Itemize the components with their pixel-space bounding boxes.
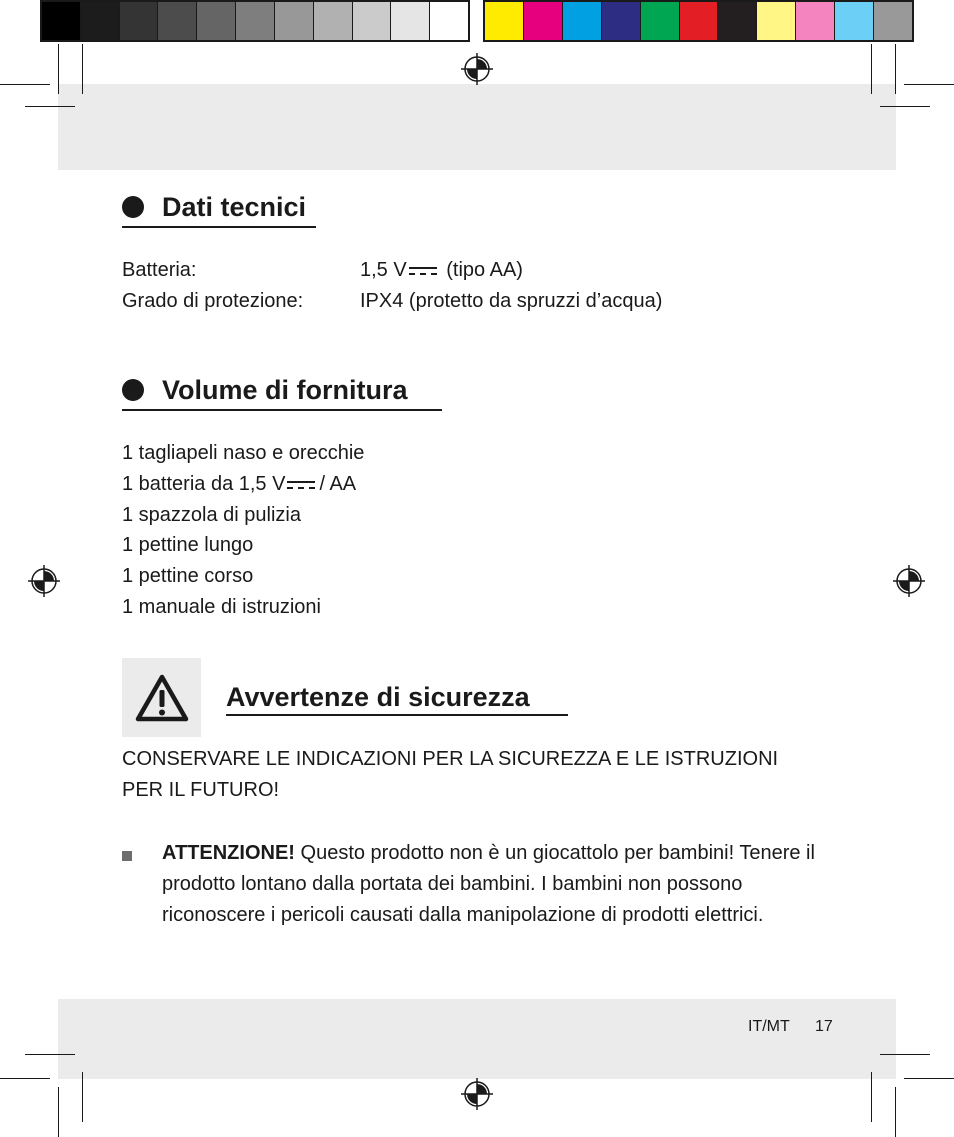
list-item: 1 manuale di istruzioni — [122, 595, 321, 618]
spec-label: Batteria: — [122, 259, 197, 281]
crop-mark — [58, 1087, 59, 1137]
dc-current-icon — [409, 265, 437, 277]
color-swatch — [796, 2, 835, 40]
crop-mark — [0, 84, 50, 85]
color-swatch — [314, 2, 353, 40]
color-swatch — [81, 2, 120, 40]
color-swatch — [391, 2, 430, 40]
crop-mark — [0, 1078, 50, 1079]
color-swatch — [197, 2, 236, 40]
spec-row-protection — [122, 286, 662, 316]
warning-bullet — [122, 838, 842, 931]
color-swatch — [835, 2, 874, 40]
list-item: 1 tagliapeli naso e orecchie — [122, 442, 365, 464]
crop-mark — [895, 44, 896, 94]
safety-caps-note: CONSERVARE LE INDICAZIONI PER LA SICUREZZA E LE ISTRUZIONI PER IL FUTURO! — [122, 748, 779, 801]
specs-heading — [122, 190, 306, 224]
registration-mark-icon — [893, 565, 925, 597]
color-swatch — [275, 2, 314, 40]
list-item: 1 pettine corso — [122, 565, 254, 588]
color-swatch — [42, 2, 81, 40]
spec-value — [360, 255, 523, 285]
crop-mark — [871, 44, 872, 94]
list-item-suffix: / AA — [319, 472, 357, 495]
bullet-dot-icon — [122, 196, 144, 218]
footer-language: IT/MT — [748, 1018, 790, 1035]
crop-mark — [82, 1072, 83, 1122]
color-swatch — [874, 2, 912, 40]
heading-underline — [226, 714, 568, 716]
specs-title: Dati tecnici — [162, 192, 307, 222]
color-swatch — [430, 2, 468, 40]
warning-box — [122, 658, 201, 737]
grayscale-calibration-bar — [40, 0, 470, 42]
color-swatch — [718, 2, 757, 40]
crop-mark — [25, 1054, 75, 1055]
crop-mark — [871, 1072, 872, 1122]
color-swatch — [485, 2, 524, 40]
spec-value: IPX4 (protetto da spruzzi d’acqua) — [360, 290, 663, 312]
list-item: 1 spazzola di pulizia — [122, 503, 301, 526]
color-calibration-bar — [483, 0, 914, 42]
spec-value-suffix: (tipo AA) — [440, 259, 523, 281]
color-swatch — [602, 2, 641, 40]
delivery-heading — [122, 373, 408, 407]
registration-mark-icon — [461, 53, 493, 85]
list-item: 1 pettine lungo — [122, 534, 254, 557]
warning-text: Questo prodotto non è un giocattolo per bambini! Tenere il prodotto lontano dalla portata dei bambini. I bambini non possono riconoscere i pericoli causati dalla manipolazione di prodotti elettrici. — [162, 842, 815, 926]
color-swatch — [158, 2, 197, 40]
warning-label: ATTENZIONE! — [162, 842, 295, 864]
dc-current-icon — [287, 479, 315, 491]
crop-mark — [25, 106, 75, 107]
header-band — [58, 84, 896, 170]
heading-underline — [122, 226, 316, 228]
warning-triangle-icon — [134, 673, 190, 723]
crop-mark — [880, 1054, 930, 1055]
color-swatch — [680, 2, 719, 40]
safety-title: Avvertenze di sicurezza — [226, 682, 530, 712]
registration-mark-icon — [28, 565, 60, 597]
delivery-list — [122, 438, 364, 623]
spec-row-battery — [122, 255, 523, 285]
color-swatch — [353, 2, 392, 40]
bullet-dot-icon — [122, 379, 144, 401]
footer-band — [58, 999, 896, 1079]
delivery-title: Volume di fornitura — [162, 375, 408, 405]
list-item — [122, 469, 364, 500]
spec-label: Grado di protezione: — [122, 290, 304, 312]
color-swatch — [641, 2, 680, 40]
square-bullet-icon — [122, 851, 132, 861]
crop-mark — [904, 1078, 954, 1079]
warning-paragraph — [162, 838, 842, 931]
page-number: 17 — [815, 1018, 833, 1035]
color-swatch — [757, 2, 796, 40]
color-swatch — [120, 2, 159, 40]
color-swatch — [236, 2, 275, 40]
crop-mark — [904, 84, 954, 85]
list-item-prefix: 1 batteria da 1,5 V — [122, 472, 286, 495]
heading-underline — [122, 409, 442, 411]
color-swatch — [524, 2, 563, 40]
spec-value-prefix: 1,5 V — [360, 259, 407, 281]
crop-mark — [58, 44, 59, 94]
crop-mark — [895, 1087, 896, 1137]
color-swatch — [563, 2, 602, 40]
crop-mark — [880, 106, 930, 107]
registration-mark-icon — [461, 1078, 493, 1110]
crop-mark — [82, 44, 83, 94]
